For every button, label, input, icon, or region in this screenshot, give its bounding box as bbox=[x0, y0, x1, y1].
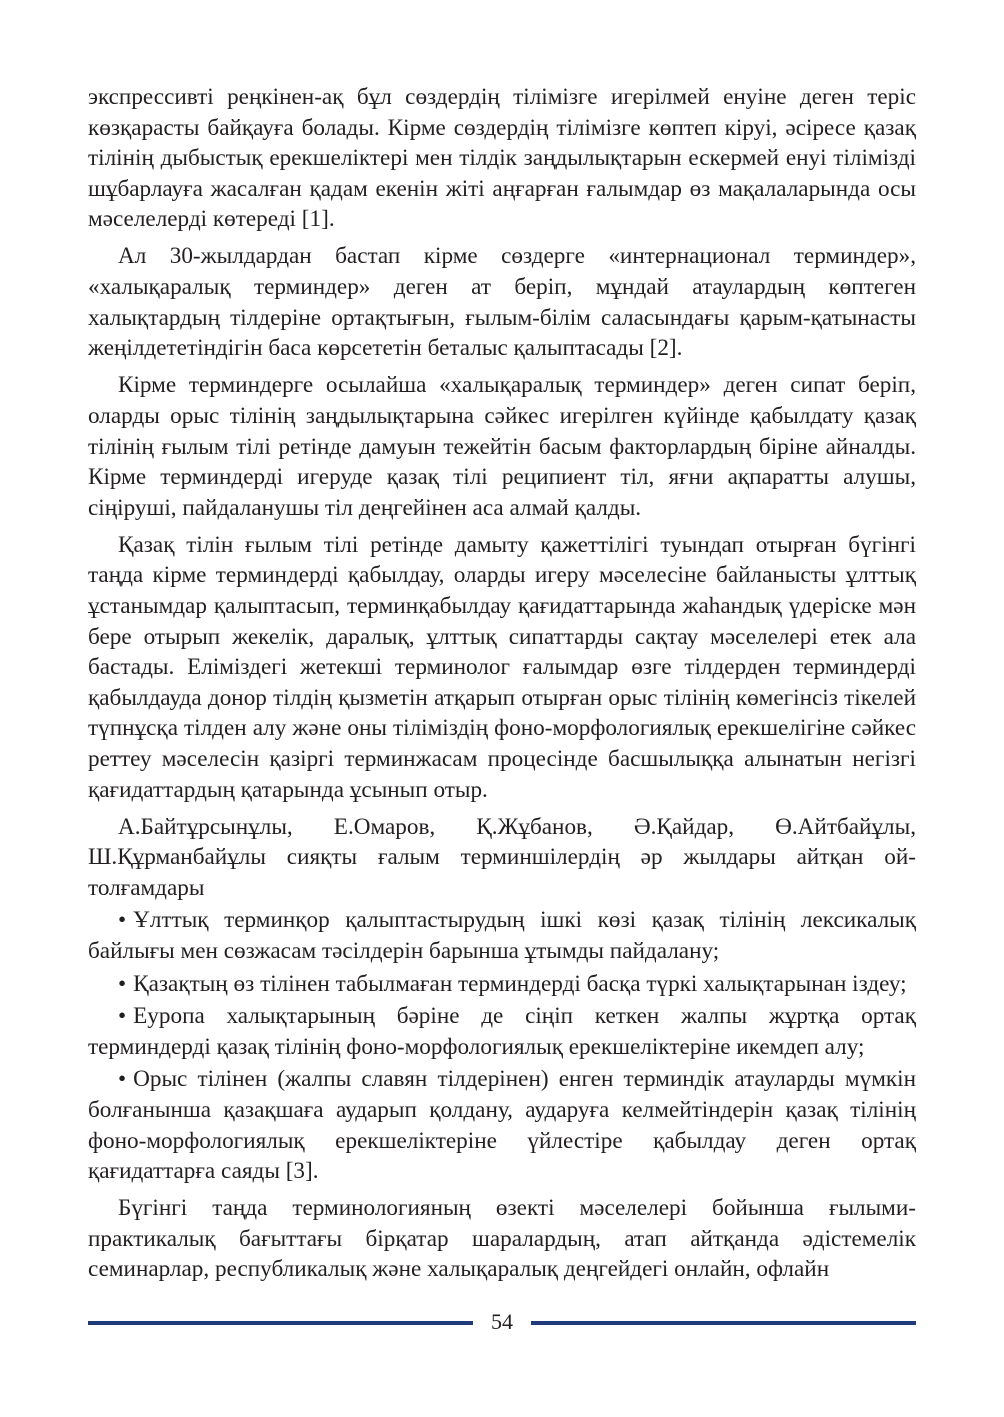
bullet-icon: • bbox=[118, 1066, 127, 1093]
body-text bbox=[88, 82, 916, 1285]
bullet-item bbox=[88, 1001, 916, 1062]
footer-rule-right bbox=[531, 1321, 916, 1325]
paragraph: Қазақ тілін ғылым тілі ретінде дамыту қажеттілігі туындап отырған бүгінгі таңда кірме терминдерді қабылдау, оларды игеру мәселесіне байланысты ұлттық ұстанымдар қалыптасып, терминқабылдау қағидаттарында жаһандық үдеріске мән бере отырып жекелік, даралық, ұлттық сипаттарды сақтау мәселелері етек ала бастады. Еліміздегі жетекші терминолог ғалымдар өзге тілдерден терминдерді қабылдауда донор тілдің қызметін атқарып отырған орыс тілінің көмегінсіз тікелей түпнұсқа тілден алу және оны тіліміздің фоно-морфологиялық ерекшелігіне сәйкес реттеу мәселесін қазіргі терминжасам процесінде басшылыққа алынатын негізгі қағидаттардың қатарында ұсынып отыр. bbox=[88, 531, 916, 803]
bullet-text: Ұлттық терминқор қалыптастырудың ішкі көзі қазақ тілінің лексикалық байлығы мен сөзжасам тәсілдерін барынша ұтымды пайдалану; bbox=[88, 907, 916, 965]
paragraph: А.Байтұрсынұлы, Е.Омаров, Қ.Жұбанов, Ә.Қайдар, Ө.Айтбайұлы, Ш.Құрманбайұлы сияқты ғалым терминшілердің әр жылдары айтқан ой-толғамдары bbox=[88, 813, 916, 901]
paragraph: Кірме терминдерге осылайша «халықаралық терминдер» деген сипат беріп, оларды орыс тілінің заңдылықтарына сәйкес игерілген күйінде қабылдату қазақ тілінің ғылым тілі ретінде дамуын тежейтін басым факторлардың біріне айналды. Кірме терминдерді игеруде қазақ тілі реципиент тіл, яғни ақпаратты алушы, сіңіруші, пайдаланушы тіл деңгейінен аса алмай қалды. bbox=[88, 372, 916, 521]
bullet-item bbox=[88, 905, 916, 966]
paragraph: Ал 30-жылдардан бастап кірме сөздерге «интернационал терминдер», «халықаралық терминдер» деген ат беріп, мұндай атаулардың көптеген халықтардың тілдеріне ортақтығын, ғылым-білім саласындағы қарым-қатынасты жеңілдететіндігін баса көрсететін беталыс қалыптасады [2]. bbox=[88, 243, 916, 362]
page-footer bbox=[88, 1307, 916, 1337]
bullet-item bbox=[88, 1064, 916, 1186]
bullet-item bbox=[88, 969, 916, 1000]
bullet-icon: • bbox=[118, 907, 127, 934]
bullet-text: Еуропа халықтарының бәріне де сіңіп кеткен жалпы жұртқа ортақ терминдерді қазақ тілінің фоно-морфологиялық ерекшеліктеріне икемдеп алу; bbox=[88, 1003, 916, 1060]
page-number: 54 bbox=[491, 1309, 513, 1334]
bullet-icon: • bbox=[118, 1003, 127, 1030]
bullet-icon: • bbox=[118, 970, 127, 997]
paragraph: экспрессивті реңкінен-ақ бұл сөздердің тілімізге игерілмей енуіне деген теріс көзқарасты байқауға болады. Кірме сөздердің тілімізге көптеп кіруі, әсіресе қазақ тілінің дыбыстық ерекшеліктері мен тілдік заңдылықтарын ескермей енуі тілімізді шұбарлауға жасалған қадам екенін жіті аңғарған ғалымдар өз мақалаларында осы мәселелерді көтереді [1]. bbox=[88, 84, 916, 233]
bullet-text: Қазақтың өз тілінен табылмаған терминдерді басқа түркі халықтарынан іздеу; bbox=[133, 970, 907, 997]
bullet-text: Орыс тілінен (жалпы славян тілдерінен) енген терминдік атауларды мүмкін болғанынша қазақшаға аударып қолдану, аударуға келмейтіндерін қазақ тілінің фоно-морфологиялық ерекшеліктеріне үйлестіре қабылдау деген ортақ қағидаттарға саяды [3]. bbox=[88, 1066, 916, 1185]
paragraph: Бүгінгі таңда терминологияның өзекті мәселелері бойынша ғылыми-практикалық бағыттағы бірқатар шаралардың, атап айтқанда әдістемелік семинарлар, республикалық және халықаралық деңгейдегі онлайн, офлайн bbox=[88, 1195, 916, 1283]
